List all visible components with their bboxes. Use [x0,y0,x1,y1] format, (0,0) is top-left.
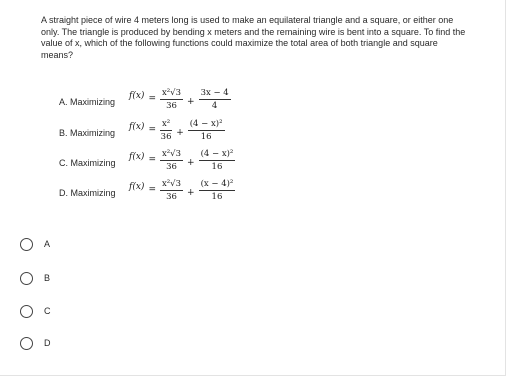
fraction-term-2 [188,119,225,142]
radio-button-a[interactable] [20,238,33,251]
denominator: 36 [160,131,172,142]
denominator: 16 [211,191,223,202]
numerator: x² [161,118,171,129]
formula [129,149,237,172]
numerator: (x − 4)² [200,178,234,189]
denominator: 4 [211,100,218,111]
formula [129,119,227,142]
numerator: (4 − x)² [200,148,234,159]
numerator: x²√3 [161,148,182,159]
function-name: f(x) [129,91,145,101]
fraction-term-1 [160,179,183,202]
choice-a[interactable] [20,235,50,253]
fraction-term-2 [199,88,231,111]
choice-label[interactable]: B [44,273,51,283]
denominator: 36 [166,161,177,172]
choice-c[interactable] [20,302,51,320]
function-name: f(x) [129,182,145,192]
plus-sign: + [176,128,184,138]
choice-b[interactable] [20,269,50,287]
option-label: B. Maximizing [59,128,116,138]
equals-sign: = [148,94,156,104]
radio-button-b[interactable] [20,272,33,285]
plus-sign: + [187,188,195,198]
choice-label[interactable]: D [44,338,51,348]
function-name: f(x) [129,122,145,132]
numerator: x²√3 [161,87,182,98]
option-label: A. Maximizing [59,97,116,107]
option-d-formula-row [59,178,237,202]
plus-sign: + [187,158,195,168]
plus-sign: + [187,97,195,107]
fraction-term-1 [160,119,172,142]
fraction-term-1 [160,149,183,172]
denominator: 16 [211,161,223,172]
denominator: 36 [166,100,177,111]
equals-sign: = [148,185,156,195]
equals-sign: = [148,155,156,165]
fraction-term-2 [199,149,236,172]
numerator: (4 − x)² [189,118,223,129]
equals-sign: = [148,125,156,135]
formula [129,179,237,202]
choice-d[interactable] [20,334,51,352]
choice-label[interactable]: A [44,239,51,249]
fraction-term-2 [199,179,236,202]
numerator: 3x − 4 [200,87,229,98]
radio-button-c[interactable] [20,305,33,318]
option-label: C. Maximizing [59,158,116,168]
option-a-formula-row [59,87,233,111]
radio-button-d[interactable] [20,337,33,350]
function-name: f(x) [129,152,145,162]
numerator: x²√3 [161,178,182,189]
option-b-formula-row [59,118,227,142]
choice-label[interactable]: C [44,306,51,316]
question-text: A straight piece of wire 4 meters long is used to make an equilateral triangle and a square, or either one only. The triangle is produced by bending x meters and the remaining wire is bent into a square. To find the value of x, which of the following functions could maximize the total area of both triangle and square means? [41,15,466,60]
denominator: 36 [166,191,177,202]
formula [129,88,233,111]
option-c-formula-row [59,148,237,172]
fraction-term-1 [160,88,183,111]
option-label: D. Maximizing [59,188,116,198]
denominator: 16 [200,131,212,142]
